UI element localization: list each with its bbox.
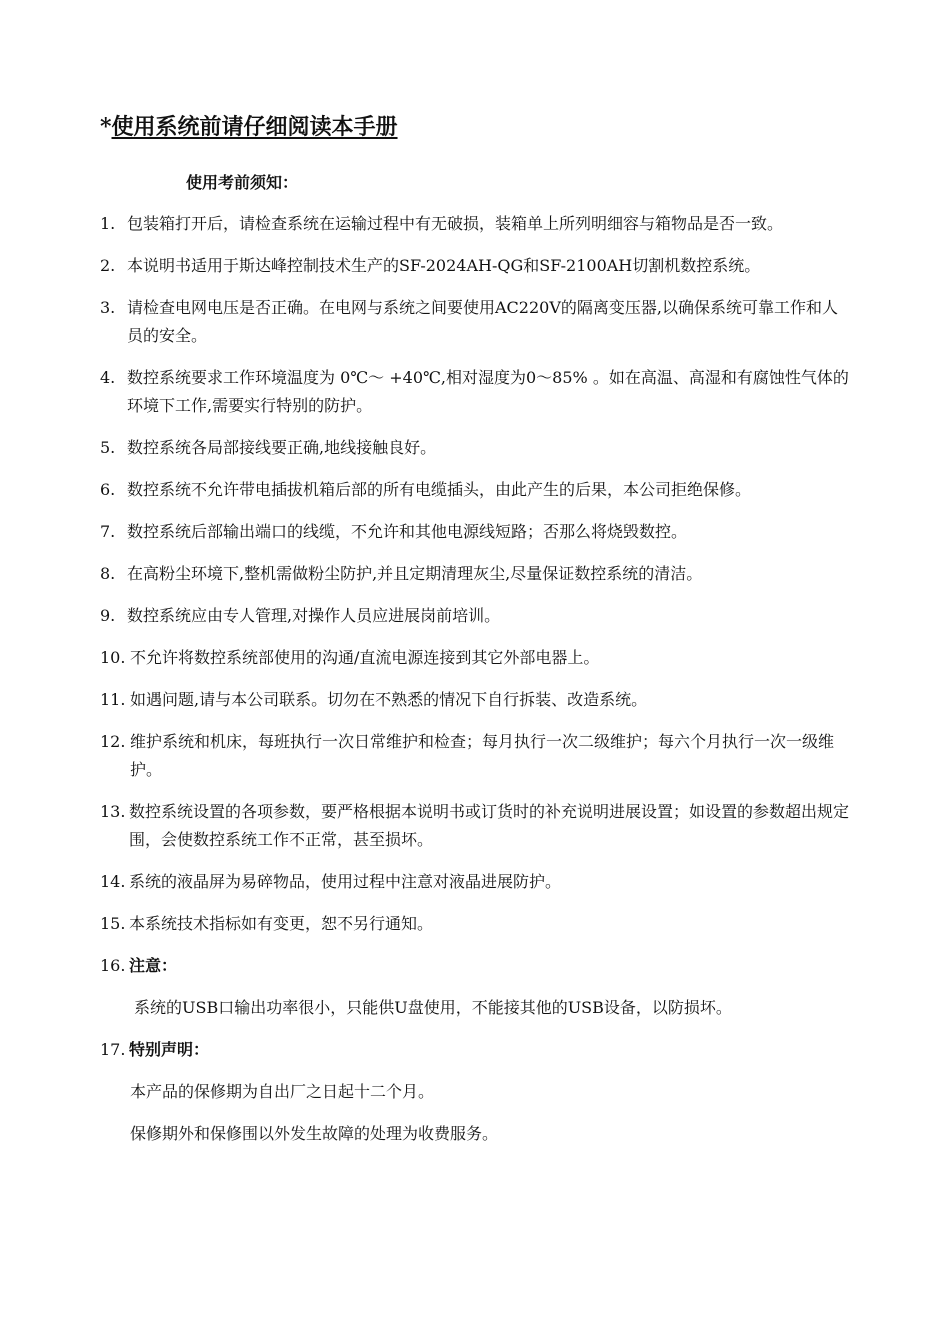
item-number: 2. <box>100 256 116 275</box>
item-number: 5. <box>100 438 116 457</box>
item-number: 3. <box>100 298 116 317</box>
list-item <box>100 686 850 714</box>
list-item-note <box>100 952 850 980</box>
item-text: 不允许将数控系统部使用的沟通/直流电源连接到其它外部电器上。 <box>130 648 600 667</box>
list-item <box>100 294 850 350</box>
item-text: 请检查电网电压是否正确。在电网与系统之间要使用AC220V的隔离变压器,以确保系统可靠工作和人员的安全。 <box>127 298 838 345</box>
item-text: 数控系统不允许带电插拔机箱后部的所有电缆插头，由此产生的后果，本公司拒绝保修。 <box>127 480 752 499</box>
notice-list <box>100 210 850 1162</box>
list-item <box>100 644 850 672</box>
list-item <box>100 476 850 504</box>
item-number: 4. <box>100 368 116 387</box>
list-item <box>100 252 850 280</box>
list-item-statement <box>100 1036 850 1064</box>
warranty-text: 本产品的保修期为自出厂之日起十二个月。 <box>130 1082 435 1101</box>
item-number: 6. <box>100 480 116 499</box>
item-number: 16. <box>100 956 126 975</box>
item-number: 9. <box>100 606 116 625</box>
item-text: 维护系统和机床，每班执行一次日常维护和检查；每月执行一次二级维护；每六个月执行一次一级维护。 <box>130 732 835 779</box>
list-item <box>100 560 850 588</box>
item-text: 系统的液晶屏为易碎物品，使用过程中注意对液晶进展防护。 <box>129 872 562 891</box>
item-number: 13. <box>100 802 126 821</box>
item-number: 8. <box>100 564 116 583</box>
section-subtitle: 使用考前须知： <box>186 173 299 192</box>
item-text: 数控系统各局部接线要正确,地线接触良好。 <box>127 438 437 457</box>
list-item <box>100 210 850 238</box>
list-item <box>100 910 850 938</box>
list-item <box>100 798 850 854</box>
item-number: 12. <box>100 732 126 751</box>
list-item <box>100 868 850 896</box>
item-number: 1. <box>100 214 116 233</box>
item-number: 17. <box>100 1040 126 1059</box>
list-item <box>100 434 850 462</box>
item-text: 本说明书适用于斯达峰控制技术生产的SF-2024AH-QG和SF-2100AH切割机数控系统。 <box>127 256 761 275</box>
item-text: 数控系统设置的各项参数，要严格根据本说明书或订货时的补充说明进展设置；如设置的参数超出规定围，会使数控系统工作不正常，甚至损坏。 <box>129 802 850 849</box>
item-text: 本系统技术指标如有变更，恕不另行通知。 <box>129 914 434 933</box>
statement-label: 特别声明： <box>129 1040 210 1059</box>
title-text: 使用系统前请仔细阅读本手册 <box>111 114 398 140</box>
list-item <box>100 518 850 546</box>
list-item <box>100 364 850 420</box>
item-text: 数控系统要求工作环境温度为 0℃～ +40℃,相对湿度为0～85% 。如在高温、高湿和有腐蚀性气体的环境下工作,需要实行特别的防护。 <box>127 368 849 415</box>
list-item <box>100 728 850 784</box>
title-star: * <box>100 114 112 140</box>
item-text: 在高粉尘环境下,整机需做粉尘防护,并且定期清理灰尘,尽量保证数控系统的清洁。 <box>127 564 703 583</box>
note-text: 系统的USB口输出功率很小，只能供U盘使用，不能接其他的USB设备，以防损坏。 <box>134 998 732 1017</box>
item-text: 包装箱打开后，请检查系统在运输过程中有无破损，装箱单上所列明细容与箱物品是否一致。 <box>127 214 784 233</box>
item-text: 数控系统后部输出端口的线缆，不允许和其他电源线短路；否那么将烧毁数控。 <box>127 522 688 541</box>
item-text: 数控系统应由专人管理,对操作人员应进展岗前培训。 <box>127 606 501 625</box>
item-text: 如遇问题,请与本公司联系。切勿在不熟悉的情况下自行拆装、改造系统。 <box>130 690 648 709</box>
list-item <box>100 602 850 630</box>
item-number: 10. <box>100 648 126 667</box>
item-number: 14. <box>100 872 126 891</box>
item-number: 15. <box>100 914 126 933</box>
warranty-scope-text: 保修期外和保修围以外发生故障的处理为收费服务。 <box>130 1124 499 1143</box>
item-number: 11. <box>100 690 126 709</box>
note-label: 注意： <box>129 956 178 975</box>
item-number: 7. <box>100 522 116 541</box>
page-title <box>100 110 398 141</box>
